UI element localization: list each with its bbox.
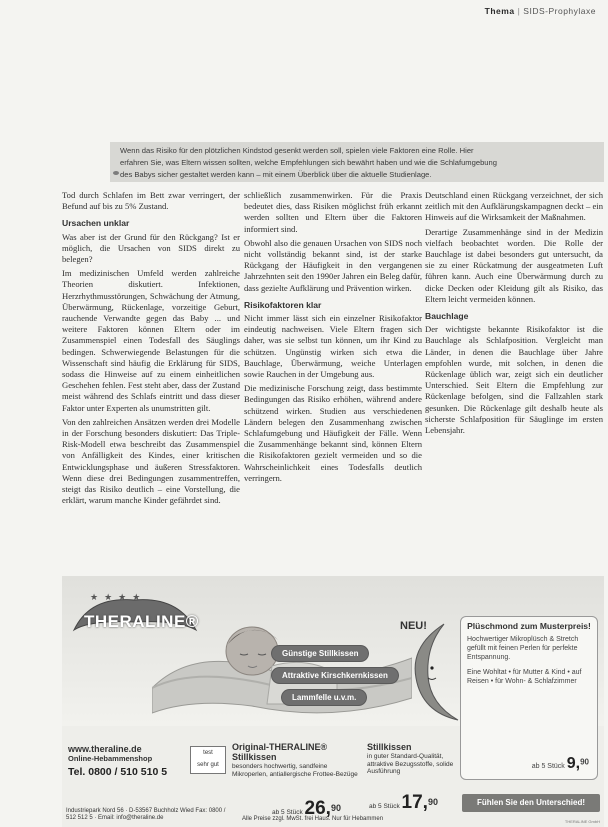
- brand-name: THERALINE®: [84, 612, 199, 631]
- test-seal-rating: sehr gut: [197, 762, 219, 768]
- slogan-banner: Fühlen Sie den Unterschied!: [462, 794, 600, 812]
- moon-offer-box: [460, 616, 598, 780]
- price-footnote: Alle Preise zzgl. MwSt. frei Haus. Nur für Hebammen: [242, 816, 384, 822]
- new-badge: NEU!: [400, 620, 427, 632]
- paragraph: Die medizinische Forschung zeigt, dass bestimmte Bedingungen das Risiko erhöhen, während andere schützend wirken. Studien aus verschiedenen Ländern belegen den Zusammenhang zwischen Schlafumgebung und Häufigkeit der Fälle. Wenn die Zusammenhänge bekannt sind, können Eltern die Risikofaktoren gezielt vermeiden und so die Wahrscheinlichkeit eines Todesfalls deutlich verringern.: [244, 383, 422, 483]
- moon-offer-text: Hochwertiger Mikroplüsch & Stretch gefüllt mit feinen Perlen für perfekte Entspannung.: [467, 636, 579, 661]
- summary-line: erfahren Sie, was Eltern wissen sollten, welche Empfehlungen sich bewährt haben und wie die Schlafumgebung: [120, 158, 497, 167]
- paragraph: Von den zahlreichen Ansätzen werden drei Modelle in der Forschung besonders diskutiert: Das Triple-Risk-Modell etwa beschreibt das Zusammenspiel von Anfälligkeit des Kindes, einer kritischen Entwicklungsphase und äußeren Stressfaktoren. Wenn diese drei Bedingungen zusammentreffen, steigt das Risiko deutlich – eine Vorstellung, die erklärt, warum manche Kinder gefährdet sind.: [62, 416, 240, 506]
- product-price: [369, 792, 438, 814]
- moon-offer-benefits: Eine Wohltat • für Mutter & Kind • auf Reisen • für Wohn- & Schlafzimmer: [467, 669, 582, 685]
- paragraph: Im medizinischen Umfeld werden zahlreiche Theorien diskutiert. Infektionen, Herzrhythmusstörungen, Schwächung der Atmung, Überwärmung, Rückenlage, vorzeitige Geburt, rauchende Verwandte gegen das Baby ... und weitere Faktoren können Eltern oder im Zusammenspiel einen Todesfall des Säuglings bedingen. Schwerwiegende Belastungen für die Wissenschaft sind häufig die Erklärung für SIDS, sodass die Hinweise auf zu einem einheitlichen Geschehen fehlen. Fest steht aber, dass der Zustand meist während des Schlafs eintritt und dass dieser Faktor unter Experten als unumstritten gilt.: [62, 268, 240, 413]
- test-seal-top: test: [203, 750, 213, 756]
- summary-bullet-icon: [113, 171, 119, 175]
- pill-stillkissen: Günstige Stillkissen: [272, 646, 368, 661]
- product-stillkissen: [367, 742, 463, 813]
- product-title: Original-THERALINE® Stillkissen: [232, 742, 328, 762]
- price-prefix: ab 5 Stück: [369, 803, 400, 810]
- pill-kirschkernkissen: Attraktive Kirschkernkissen: [272, 668, 398, 683]
- subheading: Bauchlage: [425, 311, 469, 322]
- paragraph: schließlich zusammenwirken. Für die Praxis bedeutet dies, dass Risiken möglichst früh erkannt werden sollten und Eltern über die Faktoren informiert sind.: [244, 190, 422, 234]
- product-original-stillkissen: [232, 742, 362, 819]
- paragraph: Nicht immer lässt sich ein einzelner Risikofaktor eindeutig nachweisen. Viele Eltern fragen sich daher, was sie selbst tun können, um ihr Kind zu schützen. Ungünstig wirken sich etwa die Bauchlage, Überwärmung, weiche Unterlagen sowie Rauchen in der Umgebung aus.: [244, 313, 422, 380]
- paragraph: Was aber ist der Grund für den Rückgang? Ist er möglich, die Ursachen von SIDS direkt zu belegen?: [62, 231, 240, 265]
- price-cents: 90: [580, 757, 589, 767]
- paragraph: Obwohl also die genauen Ursachen von SIDS noch nicht vollständig bekannt sind, ist der starke Rückgang der Häufigkeit in den vergangenen Jahrzehnten seit den 1990er Jahren ein Beleg dafür, dass gezielte Aufklärung und Prävention wirken.: [244, 237, 422, 293]
- running-title: [485, 6, 596, 16]
- contact-block: [68, 744, 178, 778]
- article-column-2: [244, 190, 422, 487]
- price-prefix: ab 5 Stück: [531, 763, 565, 770]
- shop-label: Online-Hebammenshop: [68, 754, 153, 763]
- summary-line: Wenn das Risiko für den plötzlichen Kindstod gesenkt werden soll, spielen viele Faktoren eine Rolle. Hier: [120, 146, 474, 155]
- running-title-separator: |: [517, 6, 521, 16]
- price-prefix: ab 5 Stück: [272, 809, 303, 816]
- address-line: Industriepark Nord 56 · D-53567 Buchholz Wied Fax: 0800 / 512 512 5 · Email: info@theraline.de: [66, 808, 226, 821]
- logo-stars: ★★★★: [90, 592, 147, 602]
- paragraph: Tod durch Schlafen im Bett zwar verringert, der Befund auf bis zu 5% Zustand.: [62, 190, 240, 212]
- product-description: besonders hochwertig, sandfeine Mikroperlen, antiallergische Frottee-Bezüge: [232, 763, 358, 778]
- section-label: Thema: [484, 6, 515, 16]
- paragraph: Deutschland einen Rückgang verzeichnet, der sich zeitlich mit den Aufklärungskampagnen deckt – ein Hinweis auf die Wirksamkeit der Maßnahmen.: [425, 190, 603, 223]
- price-cents: 90: [427, 796, 438, 807]
- page-header: [0, 0, 608, 40]
- article-summary-box: [110, 142, 604, 182]
- website-link[interactable]: www.theraline.de: [68, 744, 142, 754]
- pill-lammfelle: Lammfelle u.v.m.: [282, 690, 366, 705]
- test-seal: [190, 746, 226, 774]
- ad-credit: THERALINE GmbH: [564, 819, 600, 824]
- theraline-advertisement[interactable]: [62, 576, 604, 827]
- topic-label: SIDS-Prophylaxe: [523, 6, 596, 16]
- price-cents: 90: [330, 802, 341, 813]
- moon-offer-price: [532, 755, 589, 773]
- phone-number: Tel. 0800 / 510 510 5: [68, 766, 168, 778]
- price-value: 9,: [566, 755, 581, 772]
- summary-line: des Babys sicher gestaltet werden kann – mit einem Überblick über die aktuelle Studienlage.: [120, 170, 432, 179]
- subheading: Risikofaktoren klar: [244, 299, 322, 310]
- moon-offer-title: Plüschmond zum Musterpreis!: [467, 621, 591, 631]
- price-value: 17,: [401, 792, 428, 813]
- article-column-3: [425, 190, 603, 439]
- article-column-1: [62, 190, 240, 509]
- paragraph: Derartige Zusammenhänge sind in der Medizin vielfach beobachtet worden. Die Rolle der Bauchlage ist dabei besonders gut untersucht, da sie zu einer Rückatmung der ausgeatmeten Luft führen kann. Auch eine Überwärmung durch zu dicke Decken oder Kleidung gilt als Risiko, das Eltern leicht vermeiden können.: [425, 226, 603, 304]
- product-title: Stillkissen: [367, 742, 412, 752]
- paragraph: Der wichtigste bekannte Risikofaktor ist die Bauchlage als Schlafposition. Vergleicht man Länder, in denen die Bauchlage über Jahre empfohlen wurde, mit solchen, in denen die Rückenlage üblich war, zeigt sich ein deutlicher Unterschied. Seit Eltern die Empfehlung zur Rückenlage befolgen, sind die Fallzahlen stark gesunken. Die Rückenlage gilt deshalb heute als sicherste Schlafposition für Säuglinge im ersten Lebensjahr.: [425, 324, 603, 436]
- product-description: in guter Standard-Qualität, attraktive Bezugsstoffe, solide Ausführung: [367, 753, 454, 775]
- price-value: 26,: [304, 798, 331, 819]
- subheading: Ursachen unklar: [62, 218, 130, 229]
